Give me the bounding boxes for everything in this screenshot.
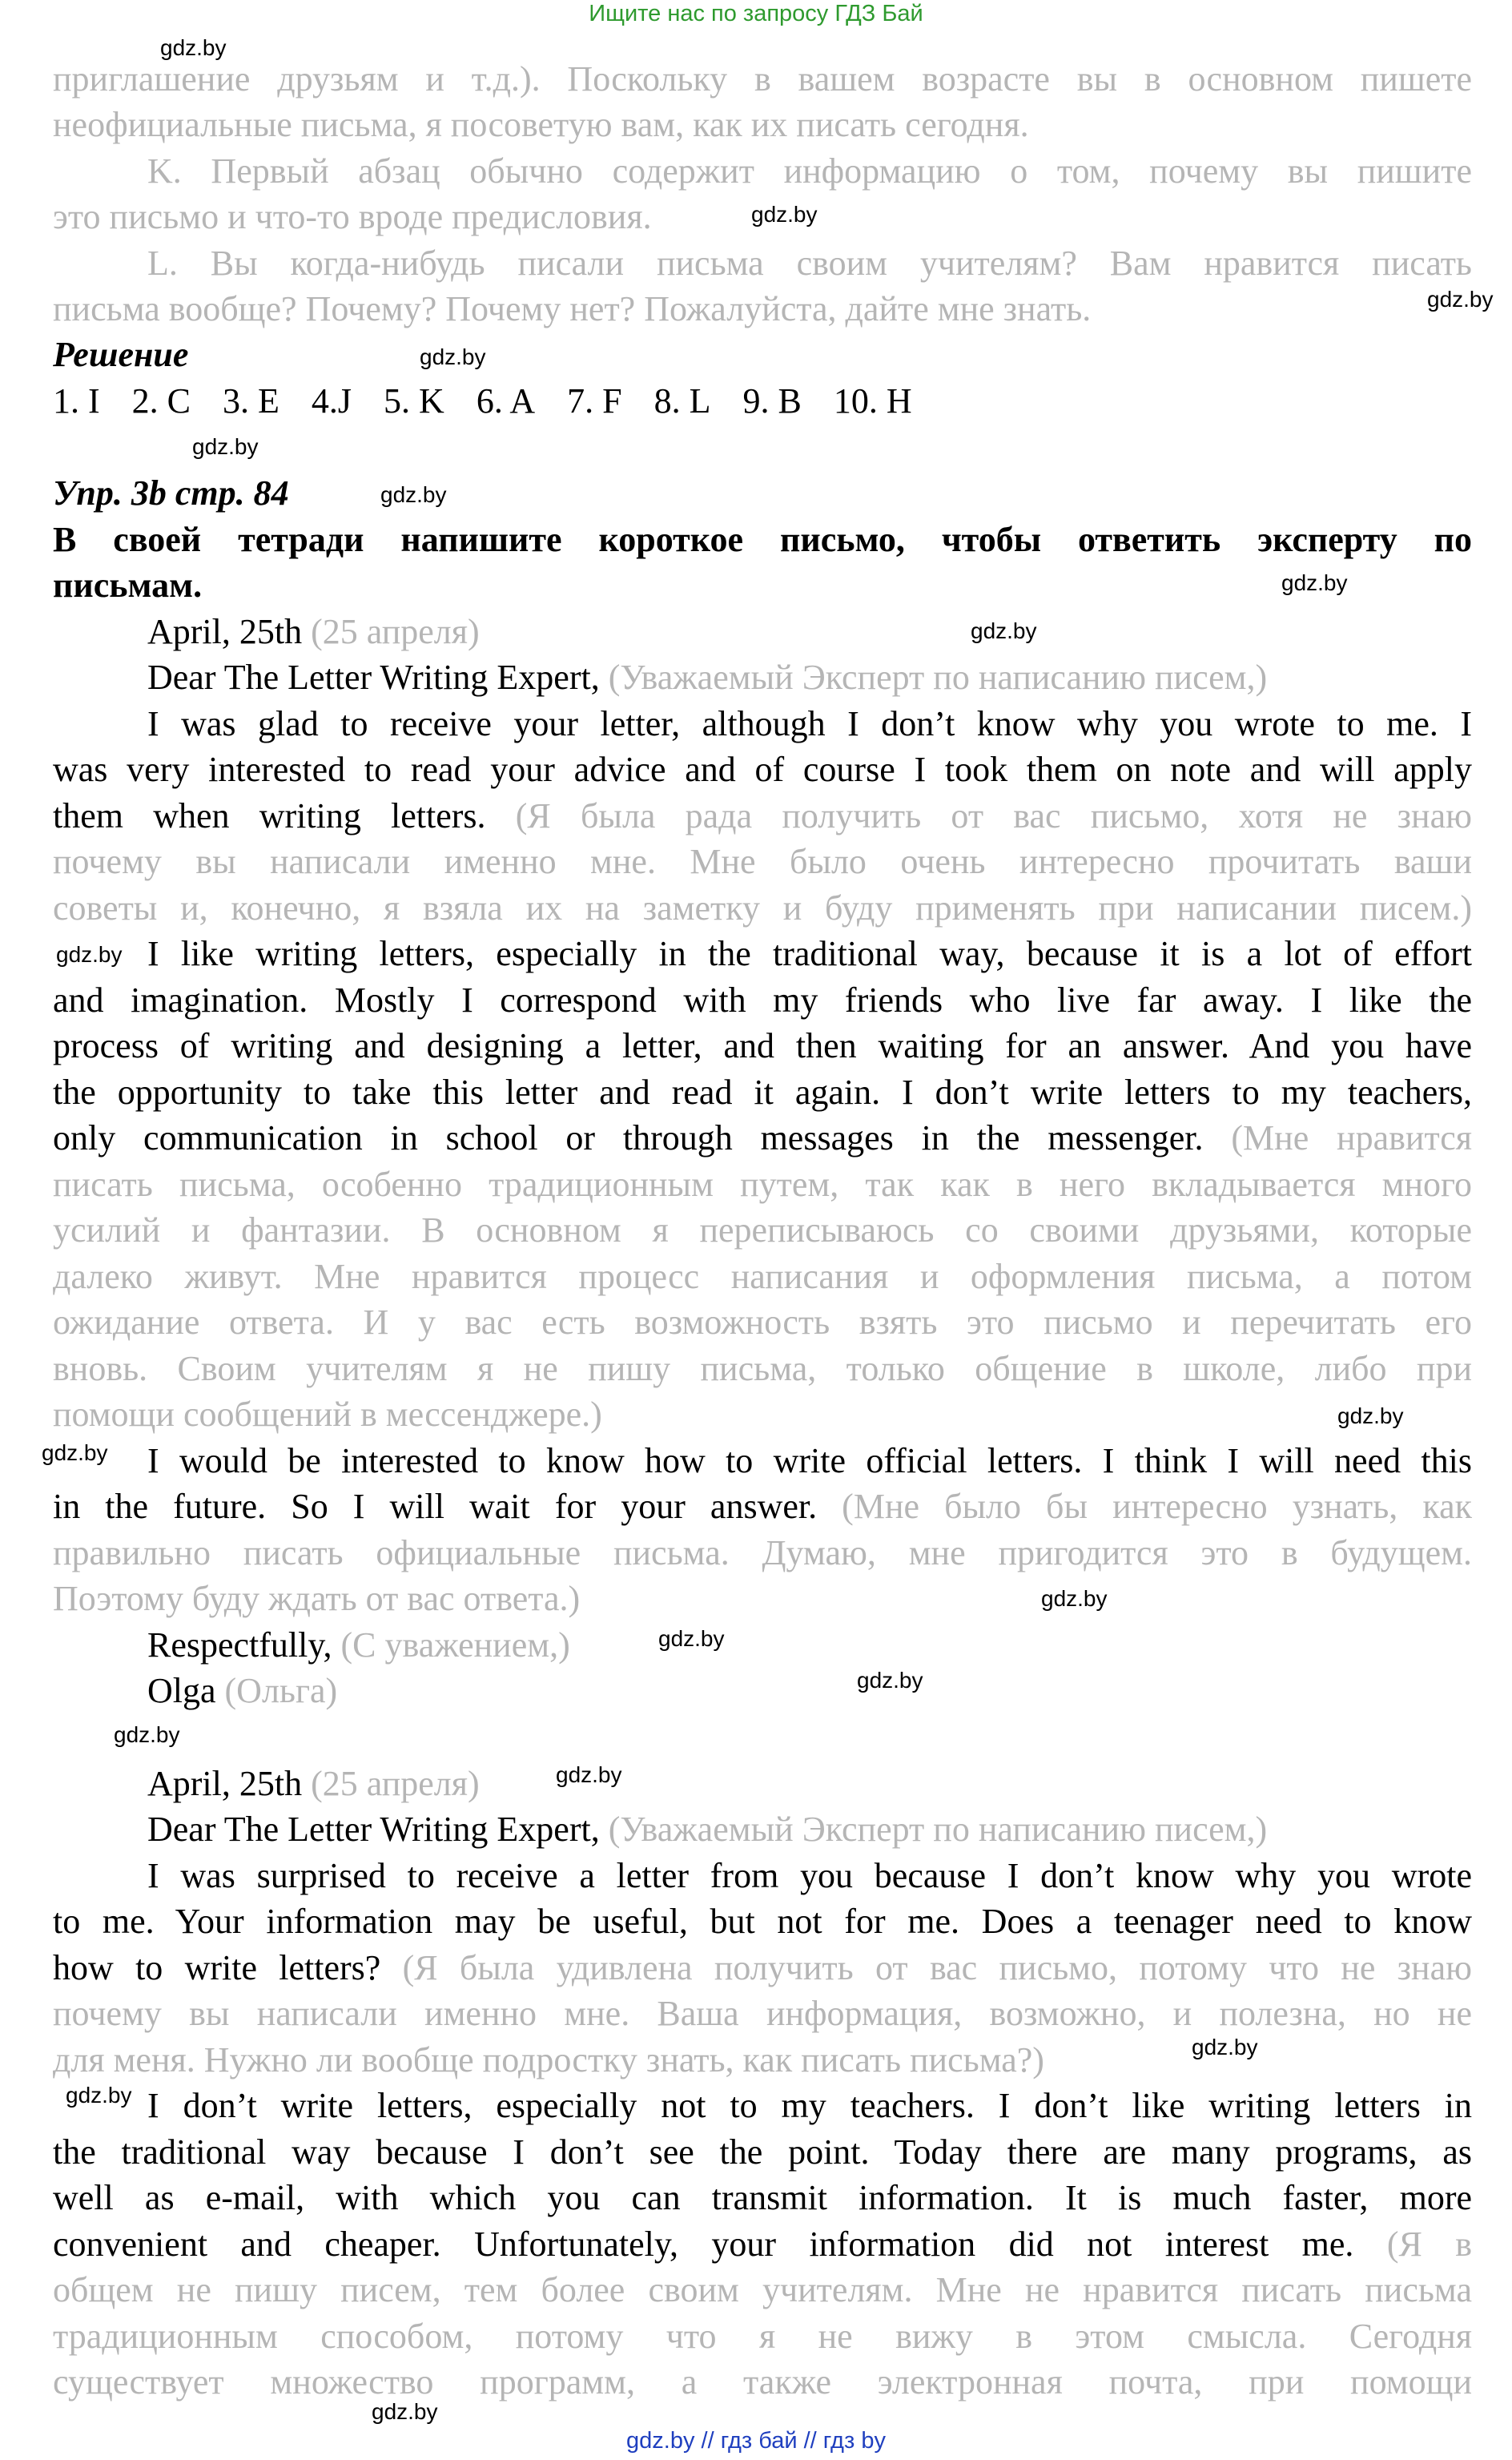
answer-item: 7. F (567, 381, 622, 421)
letter2-greeting: Dear The Letter Writing Expert, (Уважаемый Эксперт по написанию писем,) (147, 1810, 1268, 1849)
watermark: gdz.by (160, 35, 227, 60)
letter1-translation-line: Поэтому буду ждать от вас ответа.) (53, 1579, 581, 1618)
letter1-text-line: in the future. So I will wait for your answer. (Мне было бы интересно узнать, как (53, 1487, 1472, 1526)
letter1-translation-line: вновь. Своим учителям я не пишу письма, только общение в школе, либо при (53, 1349, 1472, 1388)
letter2-text-line: I was surprised to receive a letter from you because I don’t know why you wrote (147, 1856, 1472, 1895)
letter1-text-line: and imagination. Mostly I correspond with my friends who live far away. I like the (53, 980, 1472, 1020)
letter1-translation-line: правильно писать официальные письма. Думаю, мне пригодится это в будущем. (53, 1533, 1472, 1572)
letter1-text-line: the opportunity to take this letter and read it again. I don’t write letters to my teachers, (53, 1073, 1472, 1112)
letter1-text-line: them when writing letters. (Я была рада получить от вас письмо, хотя не знаю (53, 796, 1472, 835)
letter2-text-line: convenient and cheaper. Unfortunately, your information did not interest me. (Я в (53, 2224, 1472, 2264)
watermark: gdz.by (380, 482, 447, 507)
letter1-text-line: I was glad to receive your letter, although I don’t know why you wrote to me. I (147, 704, 1472, 743)
watermark: gdz.by (42, 1440, 108, 1465)
letter1-greeting: Dear The Letter Writing Expert, (Уважаемый Эксперт по написанию писем,) (147, 658, 1268, 697)
letter1-translation-line: ожидание ответа. И у вас есть возможность взять это письмо и перечитать его (53, 1302, 1472, 1342)
letter1-translation-line: помощи сообщений в мессенджере.) (53, 1395, 602, 1434)
answer-item: 9. B (742, 381, 802, 421)
letter1-date: April, 25th (25 апреля) (147, 612, 480, 651)
watermark: gdz.by (192, 434, 259, 459)
bottom-banner: gdz.by // гдз бай // гдз by (626, 2428, 886, 2454)
watermark: gdz.by (1337, 1403, 1404, 1428)
watermark: gdz.by (971, 618, 1037, 643)
answer-item: 8. L (653, 381, 711, 421)
watermark: gdz.by (420, 344, 486, 369)
watermark: gdz.by (372, 2399, 438, 2424)
intro-line: письма вообще? Почему? Почему нет? Пожалуйста, дайте мне знать. (53, 289, 1092, 328)
letter2-translation-line: для меня. Нужно ли вообще подростку знать, как писать письма?) (53, 2040, 1044, 2080)
watermark: gdz.by (857, 1668, 923, 1693)
letter1-text-line: only communication in school or through messages in the messenger. (Мне нравится (53, 1118, 1472, 1158)
letter1-translation-line: писать письма, особенно традиционным путем, так как в него вкладывается много (53, 1165, 1472, 1204)
answer-item: 2. C (131, 381, 191, 421)
task-line: В своей тетради напишите короткое письмо, чтобы ответить эксперту по (53, 520, 1472, 559)
letter1-translation-line: далеко живут. Мне нравится процесс написания и оформления письма, а потом (53, 1257, 1472, 1296)
watermark: gdz.by (56, 942, 123, 967)
letter2-text-line: the traditional way because I don’t see the point. Today there are many programs, as (53, 2132, 1472, 2172)
letter1-signature: Olga (Ольга) (147, 1671, 338, 1710)
letter2-text-line: how to write letters? (Я была удивлена получить от вас письмо, потому что не знаю (53, 1948, 1472, 1987)
solution-heading: Решение (53, 335, 189, 374)
letter2-text-line: I don’t write letters, especially not to my teachers. I don’t like writing letters in (147, 2086, 1472, 2125)
intro-line: K. Первый абзац обычно содержит информацию о том, почему вы пишите (147, 151, 1472, 191)
top-banner: Ищите нас по запросу ГДЗ Бай (589, 1, 923, 26)
watermark: gdz.by (751, 202, 818, 227)
letter2-translation-line: существует множество программ, а также электронная почта, при помощи (53, 2362, 1472, 2402)
watermark: gdz.by (658, 1626, 725, 1651)
answer-item: 4.J (311, 381, 352, 421)
answer-item: 5. K (384, 381, 444, 421)
letter2-translation-line: почему вы написали именно мне. Ваша информация, возможно, и полезна, но не (53, 1994, 1472, 2033)
watermark: gdz.by (66, 2083, 132, 2108)
intro-line: L. Вы когда-нибудь писали письма своим учителям? Вам нравится писать (147, 244, 1472, 283)
letter2-text-line: well as e-mail, with which you can transmit information. It is much faster, more (53, 2178, 1472, 2217)
answer-item: 6. A (476, 381, 536, 421)
letter1-text-line: I would be interested to know how to write official letters. I think I will need this (147, 1441, 1472, 1480)
intro-line: это письмо и что-то вроде предисловия. (53, 197, 652, 236)
letter1-text-line: was very interested to read your advice and of course I took them on note and will apply (53, 750, 1472, 789)
letter1-translation-line: усилий и фантазии. В основном я переписываюсь со своими друзьями, которые (53, 1210, 1472, 1250)
watermark: gdz.by (1427, 287, 1494, 312)
intro-line: неофициальные письма, я посоветую вам, как их писать сегодня. (53, 105, 1029, 144)
letter1-text-line: process of writing and designing a letter, and then waiting for an answer. And you have (53, 1026, 1472, 1065)
letter1-text-line: I like writing letters, especially in the traditional way, because it is a lot of effort (147, 934, 1472, 973)
letter1-translation-line: советы и, конечно, я взяла их на заметку и буду применять при написании писем.) (53, 888, 1472, 928)
letter2-text-line: to me. Your information may be useful, but not for me. Does a teenager need to know (53, 1902, 1472, 1941)
watermark: gdz.by (1192, 2035, 1258, 2059)
letter2-date: April, 25th (25 апреля) (147, 1764, 480, 1803)
intro-line: приглашение друзьям и т.д.). Поскольку в вашем возрасте вы в основном пишете (53, 59, 1472, 99)
exercise-heading: Упр. 3b стр. 84 (53, 473, 289, 513)
answers-row (53, 378, 1472, 424)
letter2-translation-line: общем не пишу писем, тем более своим учителям. Мне не нравится писать письма (53, 2270, 1472, 2309)
answer-item: 3. E (223, 381, 279, 421)
answer-item: 10. H (833, 381, 912, 421)
answer-item: 1. I (53, 381, 100, 421)
letter1-translation-line: почему вы написали именно мне. Мне было очень интересно прочитать ваши (53, 842, 1472, 881)
watermark: gdz.by (114, 1722, 180, 1747)
watermark: gdz.by (1041, 1586, 1108, 1611)
watermark: gdz.by (1281, 570, 1348, 595)
letter2-translation-line: традиционным способом, потому что я не вижу в этом смысла. Сегодня (53, 2317, 1472, 2356)
watermark: gdz.by (556, 1762, 622, 1787)
task-line: письмам. (53, 566, 203, 605)
letter1-closing: Respectfully, (С уважением,) (147, 1625, 570, 1665)
